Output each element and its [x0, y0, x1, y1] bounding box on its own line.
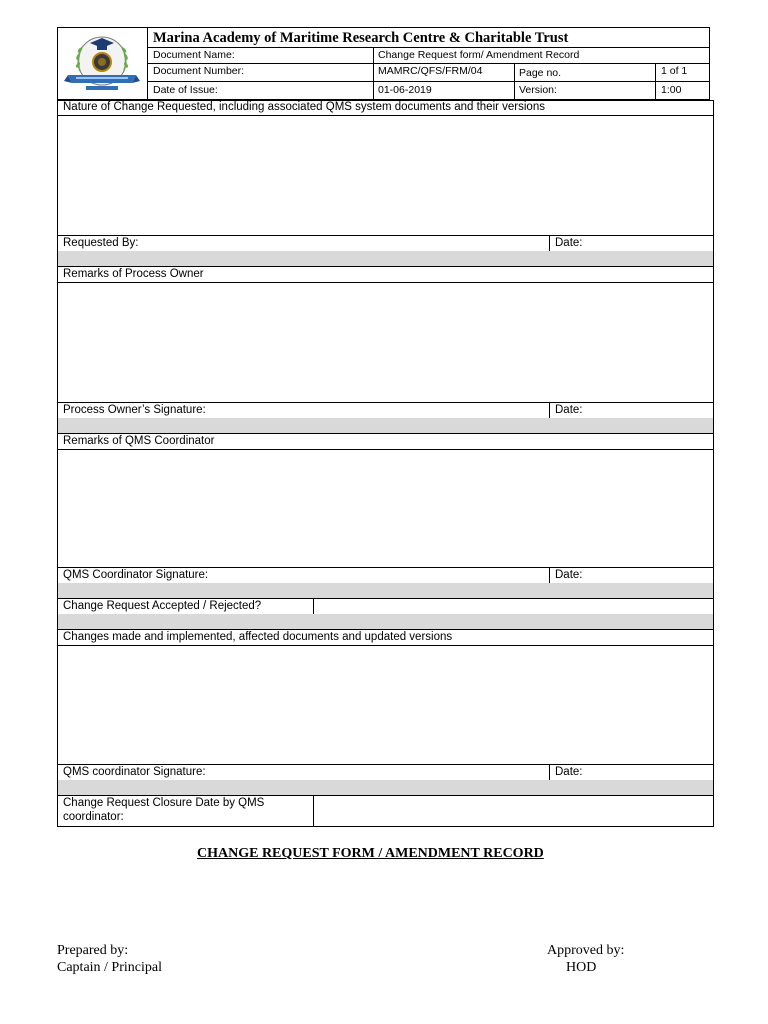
- closure-date-field[interactable]: [314, 796, 712, 826]
- doc-name-value: Change Request form/ Amendment Record: [378, 49, 580, 61]
- qms-signature-field[interactable]: [225, 568, 548, 582]
- changes-made-heading: Changes made and implemented, affected documents and updated versions: [63, 631, 453, 643]
- header-line: [655, 63, 656, 100]
- header-line: [147, 63, 710, 64]
- spacer-row: [57, 418, 714, 433]
- prepared-by-role: Captain / Principal: [57, 960, 162, 975]
- approved-by-label: Approved by:: [547, 943, 625, 958]
- requested-date-field[interactable]: [590, 236, 712, 250]
- header-line: [514, 63, 515, 100]
- spacer-row: [57, 614, 714, 629]
- spacer-row: [57, 583, 714, 598]
- process-owner-signature-field[interactable]: [222, 403, 548, 417]
- prepared-by-label: Prepared by:: [57, 943, 129, 958]
- qms-date-field[interactable]: [590, 568, 712, 582]
- qms-signature-label: QMS Coordinator Signature:: [63, 569, 209, 581]
- page-label: Page no.: [519, 67, 562, 79]
- header-line: [147, 47, 710, 48]
- nature-of-change-field[interactable]: [58, 116, 713, 235]
- approved-by-role: HOD: [566, 960, 597, 975]
- requested-by-field[interactable]: [150, 236, 548, 250]
- academy-logo: [62, 31, 142, 96]
- qms-signature-2-field[interactable]: [222, 765, 548, 779]
- qms-date-2-field[interactable]: [590, 765, 712, 779]
- spacer-row: [57, 780, 714, 795]
- process-owner-remarks-heading: Remarks of Process Owner: [63, 268, 204, 280]
- process-owner-date-field[interactable]: [590, 403, 712, 417]
- row-line: [549, 402, 550, 418]
- requested-date-label: Date:: [555, 237, 583, 249]
- qms-date-label: Date:: [555, 569, 583, 581]
- version-value: 1:00: [661, 84, 682, 96]
- row-line: [549, 235, 550, 251]
- header-line: [373, 47, 374, 100]
- requested-by-label: Requested By:: [63, 237, 139, 249]
- header-line: [147, 81, 710, 82]
- closure-date-label-line2: coordinator:: [63, 811, 124, 823]
- process-owner-signature-label: Process Owner’s Signature:: [63, 404, 206, 416]
- qms-date-2-label: Date:: [555, 766, 583, 778]
- issue-date-value: 01-06-2019: [378, 84, 432, 96]
- qms-remarks-field[interactable]: [58, 450, 713, 567]
- issue-date-label: Date of Issue:: [153, 84, 218, 96]
- process-owner-date-label: Date:: [555, 404, 583, 416]
- accepted-rejected-field[interactable]: [314, 599, 712, 613]
- doc-name-label: Document Name:: [153, 49, 235, 61]
- qms-remarks-heading: Remarks of QMS Coordinator: [63, 435, 215, 447]
- page-value: 1 of 1: [661, 65, 688, 77]
- spacer-row: [57, 251, 714, 266]
- form-title: CHANGE REQUEST FORM / AMENDMENT RECORD: [197, 846, 544, 861]
- accepted-rejected-label: Change Request Accepted / Rejected?: [63, 600, 262, 612]
- organization-name: Marina Academy of Maritime Research Centre & Charitable Trust: [153, 30, 569, 46]
- row-line: [549, 764, 550, 780]
- doc-number-label: Document Number:: [153, 65, 245, 77]
- row-line: [549, 567, 550, 583]
- qms-signature-2-label: QMS coordinator Signature:: [63, 766, 206, 778]
- closure-date-label-line1: Change Request Closure Date by QMS: [63, 797, 265, 809]
- process-owner-remarks-field[interactable]: [58, 283, 713, 402]
- version-label: Version:: [519, 84, 557, 96]
- nature-of-change-heading: Nature of Change Requested, including associated QMS system documents and their versions: [63, 101, 545, 113]
- changes-made-field[interactable]: [58, 646, 713, 764]
- doc-number-value: MAMRC/QFS/FRM/04: [378, 65, 483, 77]
